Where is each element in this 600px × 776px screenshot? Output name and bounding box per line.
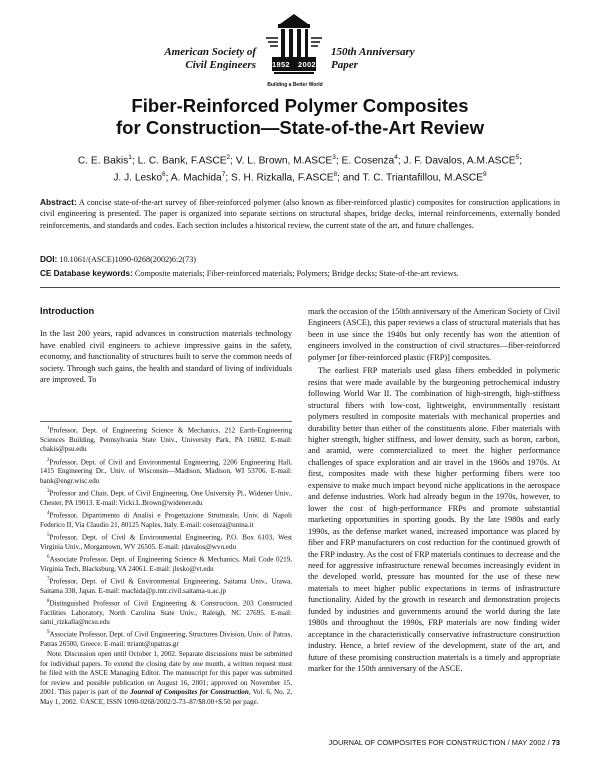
abstract-label: Abstract:: [40, 197, 77, 207]
footnote-number: 9: [47, 630, 50, 636]
body-paragraph: mark the occasion of the 150th anniversary of the American Society of Civil Engineers (ASCE), this paper reviews a class of structural materials that has been in use since the 1940s but only recently has won the attention of engineers involved in the construction of civil structures—fiber-reinforced polymer [or fiber-reinforced plastic (FRP)] composites.: [308, 307, 561, 362]
title-line2: for Construction—State-of-the-Art Review: [116, 117, 484, 138]
abstract-text: A concise state-of-the-art survey of fiber-reinforced polymer (also known as fiber-reinforced plastic) composites for construction applications in civil engineering is presented. The paper is organized into separate sections on structural shapes, bridge decks, internal reinforcements, externally bonded reinforcements, and standards and codes. Each section includes a historical review, the current state of the art, and future challenges.: [40, 198, 560, 230]
footnote: $^9$Associate Professor, Dept. of Civil Engineering, Structures Division, Univ. of Patras, Patras 26500, Greece. E-mail: ttriant@upatras.gr: [40, 630, 292, 649]
building-emblem: [264, 12, 324, 80]
footnote-rule: [40, 421, 292, 422]
footnote: $^1$Professor, Dept. of Engineering Science & Mechanics, 212 Earth-Engineering Sciences Building, Pennsylvania State Univ., University Park, PA 16802. E-mail: cbakis@psu.edu: [40, 426, 292, 454]
logo-right-line2: Paper: [331, 59, 358, 71]
footnote: $^5$Professor, Dept. of Civil & Environmental Engineering, P.O. Box 6103, West Virginia Univ., Morgantown, WV 26505. E-mail: jdavalos@wvu.edu: [40, 532, 292, 551]
footnote-number: 4: [47, 510, 50, 516]
doi-line: [40, 254, 560, 265]
author-name: V. L. Brown, M.ASCE: [235, 155, 333, 167]
footnote: $^4$Professor, Dipartimento di Analisi e Progettazione Strutturale, Univ. di Napoli Federico II, Via Claudio 21, 80125 Naples, Italy. E-mail: cosenza@unina.it: [40, 510, 292, 529]
section-divider: [40, 287, 560, 288]
author-line1: C. E. Bakis$^1$; L. C. Bank, F.ASCE$^2$; V. L. Brown, M.ASCE$^3$; E. Cosenza$^4$; J. F. Davalos, A.M.ASCE$^5$;: [77, 154, 523, 167]
footnote-number: 6: [47, 554, 50, 560]
author-name: C. E. Bakis: [77, 155, 129, 167]
author-affiliation-mark: 8: [333, 171, 338, 179]
doi-label: DOI:: [40, 255, 58, 264]
title-line1: Fiber-Reinforced Polymer Composites: [131, 95, 469, 116]
author-line2: J. J. Lesko$^6$; A. Machida$^7$; S. H. Rizkalla, F.ASCE$^8$; and T. C. Triantafillou, M.ASCE$^9$: [113, 171, 487, 184]
author-affiliation-mark: 9: [483, 171, 487, 179]
author-name: J. F. Davalos, A.M.ASCE: [403, 155, 516, 167]
author-affiliation-mark: 2: [226, 154, 231, 161]
asce-anniversary-logo: [160, 12, 445, 92]
keywords-value: Composite materials; Fiber-reinforced materials; Polymers; Bridge decks; State-of-the-art reviews.: [134, 269, 459, 278]
logo-year-start: 1852: [272, 60, 290, 69]
author-affiliation-mark: 4: [394, 154, 398, 161]
author-affiliation-mark: 7: [221, 171, 226, 179]
footnote-number: 8: [47, 598, 50, 604]
footnote: $^8$Distinguished Professor of Civil Engineering & Construction, 203 Constructed Facilities Laboratory, North Carolina State Univ., Raleigh, NC 27695. E-mail: sami_rizkalla@ncsu.edu: [40, 598, 292, 627]
author-name: E. Cosenza: [341, 155, 395, 167]
keywords-line: [40, 268, 560, 279]
footnote-number: 2: [47, 457, 50, 463]
logo-left-line2: Civil Engineers: [185, 59, 256, 71]
abstract: [40, 197, 560, 231]
keywords-label: CE Database keywords:: [40, 269, 133, 278]
logo-caption: Building a Better World: [267, 82, 323, 88]
footnotes: [40, 424, 292, 708]
body-paragraph: The earliest FRP materials used glass fibers embedded in polymeric resins that were made available by the burgeoning petrochemical industry following World War II. The combination of high-strength, high-stiffness structural fibers with low-cost, lightweight, environmentally resistant polymers resulted in composite materials with mechanical properties and durability better than either of the constituents alone. Fiber materials with higher strength, higher stiffness, and lower density, such as boron, carbon, and aramid, were commercialized to meet the higher performance challenges of space exploration and air travel in the 1960s and 1970s. At first, composites made with these higher performing fibers were too expensive to make much impact beyond niche applications in the aerospace and defense industries. Work had already begun in the 1970s, however, to lower the cost of high-performance FRPs and promote substantial marketing opportunities in sporting goods. By the late 1980s and early 1990s, as the defense market waned, increased importance was placed by fiber and FRP manufacturers on cost reduction for the continued growth of the FRP industry. As the cost of FRP materials continues to decrease and the need for aggressive infrastructure renewal becomes increasingly evident in the developed world, pressure has mounted for the use of these new materials to meet higher public expectations in terms of infrastructure functionality. Aided by the growth in research and demonstration projects funded by industries and governments around the world during the late 1980s and throughout the 1990s, FRP materials are now finding wider acceptance in the characteristically conservative infrastructure construction industry. Hence, a brief review of the development, state of the art, and future of these promising construction materials is a timely and appropriate marker for the 150th anniversary of the ASCE.: [308, 366, 560, 674]
paper-title: [0, 95, 600, 139]
footnote: $^2$Professor, Dept. of Civil and Environmental Engineering, 2206 Engineering Hall, 1415 Engineering Dr., Univ. of Wisconsin—Madison, Madison, WI 53706. E-mail: bank@engr.wisc.edu: [40, 457, 292, 485]
footnote: $^7$Professor, Dept. of Civil & Environmental Engineering, Saitama Univ., Urawa, Saitama 338, Japan. E-mail: machida@p.mtr.civil.saitama-u.ac.jp: [40, 576, 292, 595]
page-number: 73: [551, 738, 560, 747]
author-affiliation-mark: 1: [128, 154, 132, 161]
footnote-number: 5: [47, 532, 50, 538]
journal-name: Journal of Composites for Construction: [130, 688, 249, 697]
author-name: L. C. Bank, F.ASCE: [137, 155, 227, 167]
footnote: $^3$Professor and Chair, Dept. of Civil Engineering, One University Pl., Widener Univ., Chester, PA 19013. E-mail: Vicki.L.Brown@widener.edu: [40, 489, 292, 507]
footnote-number: 1: [47, 426, 50, 431]
publication-note: Note. Discussion open until October 1, 2002. Separate discussions must be submitted for individual papers. To extend the closing date by one month, a written request must be filed with the ASCE Managing Editor. The manuscript for this paper was submitted for review and possible publication on August 16, 2001; approved on November 15, 2001. This paper is part of the Journal of Composites for Construction, Vol. 6, No. 2, May 1, 2002. ©ASCE, ISSN 1090-0268/2002/2-73–87/$8.00+$.50 per page.: [40, 650, 292, 706]
doi-value: 10.1061/(ASCE)1090-0268(2002)6:2(73): [59, 255, 197, 264]
logo-left-line1: American Society of: [164, 46, 256, 58]
footer-journal: JOURNAL OF COMPOSITES FOR CONSTRUCTION / MAY 2002 /: [328, 738, 552, 747]
author-affiliation-mark: 6: [162, 171, 166, 179]
left-column: [40, 306, 292, 386]
author-name: T. C. Triantafillou, M.ASCE: [362, 172, 484, 184]
introduction-heading: Introduction: [40, 306, 95, 316]
footnote-number: 3: [47, 489, 50, 494]
footnote: $^6$Associate Professor, Dept. of Engineering Science & Mechanics, Mail Code 0219, Virginia Tech, Blacksburg, VA 24061. E-mail: jlesko@vt.edu: [40, 554, 292, 573]
author-name: A. Machida: [170, 172, 222, 184]
intro-paragraph: In the last 200 years, rapid advances in construction materials technology have enabled civil engineers to achieve impressive gains in the safety, economy, and functionality of structures built to serve the common needs of society. Through such gains, the health and standard of living of individuals are improved. To: [40, 329, 292, 385]
footnote-number: 7: [47, 576, 50, 582]
author-name: S. H. Rizkalla, F.ASCE: [231, 172, 334, 184]
logo-year-end: 2002: [298, 60, 316, 69]
author-affiliation-mark: 5: [515, 154, 520, 161]
author-name: J. J. Lesko: [113, 172, 163, 184]
page-footer: [329, 738, 561, 747]
author-affiliation-mark: 3: [332, 154, 336, 161]
author-list: [40, 151, 560, 186]
logo-right-line1: 150th Anniversary: [331, 46, 415, 58]
right-column: [308, 306, 560, 675]
